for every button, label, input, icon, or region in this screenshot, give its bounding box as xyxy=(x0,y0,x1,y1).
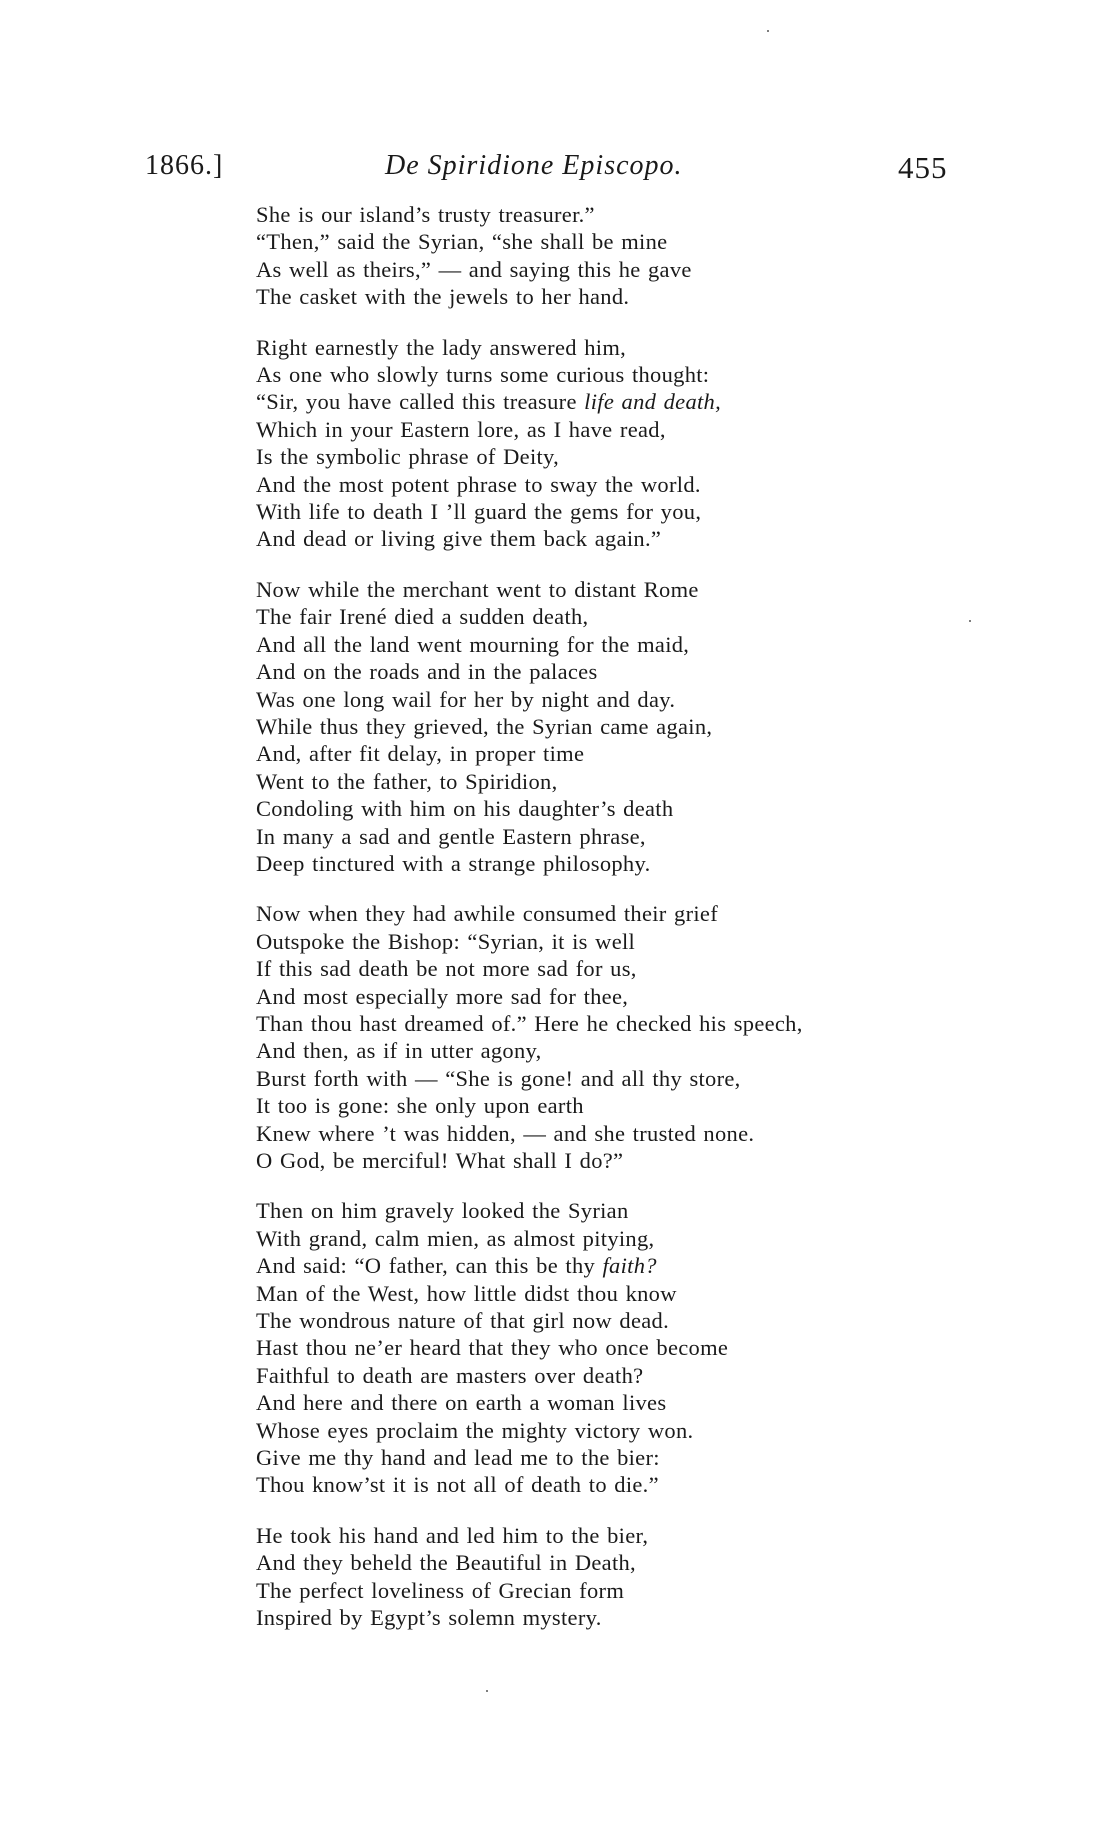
poem-line: Thou know’st it is not all of death to die.” xyxy=(256,1472,659,1498)
poem-line: With life to death I ’ll guard the gems for you, xyxy=(256,499,702,525)
poem-line: Whose eyes proclaim the mighty victory won. xyxy=(256,1417,694,1443)
page-number: 455 xyxy=(898,150,948,185)
poem-line: Now when they had awhile consumed their grief xyxy=(256,901,718,927)
poem-line: Right earnestly the lady answered him, xyxy=(256,334,627,360)
poem-line: And said: “O father, can this be thy faith? xyxy=(256,1253,657,1279)
poem-line: It too is gone: she only upon earth xyxy=(256,1093,584,1119)
poem-line: While thus they grieved, the Syrian came again, xyxy=(256,713,713,739)
poem-line: If this sad death be not more sad for us, xyxy=(256,956,637,982)
poem-line: And most especially more sad for thee, xyxy=(256,983,629,1009)
scan-speck xyxy=(767,30,769,32)
stanza xyxy=(256,576,1116,877)
poem-line: Now while the merchant went to distant Rome xyxy=(256,576,699,602)
stanza xyxy=(256,201,1116,311)
poem-line: “Sir, you have called this treasure life and death, xyxy=(256,389,722,415)
poem-line: With grand, calm mien, as almost pitying, xyxy=(256,1225,655,1251)
poem-line: The perfect loveliness of Grecian form xyxy=(256,1577,625,1603)
poem-line: Went to the father, to Spiridion, xyxy=(256,768,558,794)
poem-line: Is the symbolic phrase of Deity, xyxy=(256,444,560,470)
poem-line: Burst forth with — “She is gone! and all thy store, xyxy=(256,1065,741,1091)
poem-line: Give me thy hand and lead me to the bier: xyxy=(256,1445,660,1471)
poem-body xyxy=(256,201,1116,1655)
poem-line: In many a sad and gentle Eastern phrase, xyxy=(256,823,646,849)
poem-line: And dead or living give them back again.” xyxy=(256,526,662,552)
running-head-title: De Spiridione Episcopo. xyxy=(385,150,683,181)
stanza xyxy=(256,1522,1116,1632)
italic-phrase: faith? xyxy=(602,1253,657,1279)
scan-speck xyxy=(969,620,971,622)
poem-line: Inspired by Egypt’s solemn mystery. xyxy=(256,1605,602,1631)
running-head-year: 1866.] xyxy=(145,150,224,181)
poem-line: She is our island’s trusty treasurer.” xyxy=(256,202,595,227)
poem-line: Condoling with him on his daughter’s death xyxy=(256,796,674,822)
poem-line: And the most potent phrase to sway the world. xyxy=(256,471,701,497)
poem-line: Knew where ’t was hidden, — and she trusted none. xyxy=(256,1120,755,1146)
poem-line: Deep tinctured with a strange philosophy. xyxy=(256,850,651,876)
poem-line: O God, be merciful! What shall I do?” xyxy=(256,1148,624,1173)
poem-line: Faithful to death are masters over death? xyxy=(256,1362,644,1388)
stanza xyxy=(256,1197,1116,1498)
poem-line: And all the land went mourning for the maid, xyxy=(256,631,690,657)
poem-line: Was one long wail for her by night and day. xyxy=(256,686,676,712)
poem-line: Outspoke the Bishop: “Syrian, it is well xyxy=(256,928,636,954)
poem-line: He took his hand and led him to the bier, xyxy=(256,1522,649,1548)
poem-line: As well as theirs,” — and saying this he gave xyxy=(256,256,692,282)
poem-line: And they beheld the Beautiful in Death, xyxy=(256,1550,636,1576)
poem-line: Which in your Eastern lore, as I have read, xyxy=(256,416,666,442)
scan-speck xyxy=(486,1690,488,1692)
stanza xyxy=(256,334,1116,553)
stanza xyxy=(256,900,1116,1174)
italic-phrase: life and death, xyxy=(584,389,722,415)
poem-line: And, after fit delay, in proper time xyxy=(256,741,585,767)
running-head xyxy=(0,150,1120,190)
poem-line: And then, as if in utter agony, xyxy=(256,1038,542,1064)
poem-line: The fair Irené died a sudden death, xyxy=(256,604,589,630)
poem-line: As one who slowly turns some curious thought: xyxy=(256,362,710,388)
poem-line: The wondrous nature of that girl now dead. xyxy=(256,1308,669,1334)
poem-line: “Then,” said the Syrian, “she shall be mine xyxy=(256,229,668,255)
poem-line: Hast thou ne’er heard that they who once become xyxy=(256,1335,729,1361)
poem-line: The casket with the jewels to her hand. xyxy=(256,284,630,310)
poem-line: And here and there on earth a woman lives xyxy=(256,1390,667,1416)
poem-line: And on the roads and in the palaces xyxy=(256,659,598,685)
poem-line: Then on him gravely looked the Syrian xyxy=(256,1198,629,1224)
poem-line: Than thou hast dreamed of.” Here he checked his speech, xyxy=(256,1010,803,1036)
poem-line: Man of the West, how little didst thou know xyxy=(256,1280,677,1306)
